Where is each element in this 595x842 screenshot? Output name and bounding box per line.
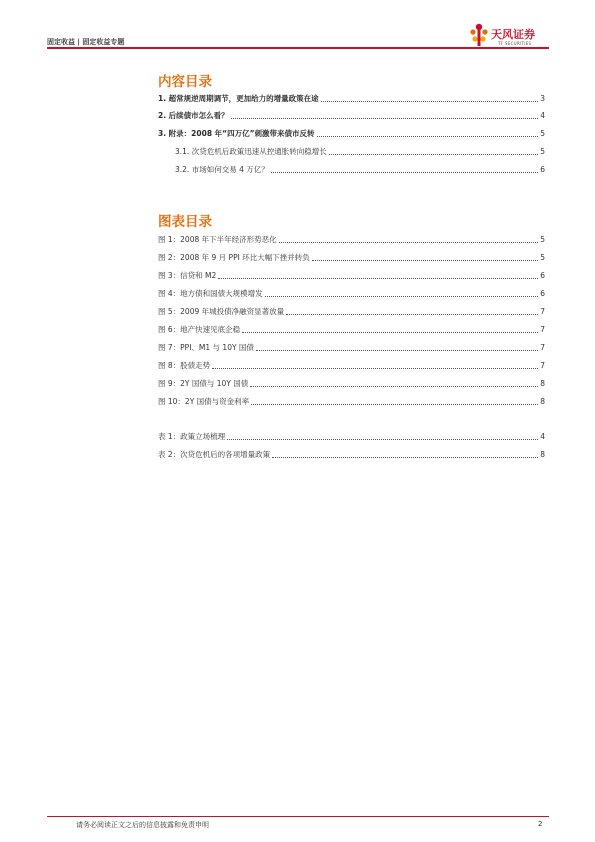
dot-leader	[272, 456, 538, 458]
dot-leader	[227, 438, 538, 440]
figure-item-page: 8	[540, 397, 545, 406]
toc-list	[158, 92, 545, 182]
figure-item-text: 图 10：2Y 国债与资金利率	[158, 397, 250, 406]
figure-item-page: 8	[540, 379, 545, 388]
figure-item[interactable]	[158, 395, 545, 407]
toc-item-page: 6	[540, 165, 545, 174]
figure-item[interactable]	[158, 233, 545, 245]
figure-item[interactable]	[158, 305, 545, 317]
figure-item[interactable]	[158, 269, 545, 281]
dot-leader	[256, 349, 538, 351]
figure-item[interactable]	[158, 359, 545, 371]
footer-divider	[47, 816, 549, 817]
dot-leader	[242, 331, 538, 333]
dot-leader	[271, 171, 538, 173]
toc-item-page: 4	[540, 111, 545, 120]
figure-item-text: 图 4：地方债和国债大规模增发	[158, 289, 263, 298]
figure-item-text: 图 7：PPI、M1 与 10Y 国债	[158, 343, 254, 352]
toc-item-text: 2. 后续债市怎么看？	[158, 111, 229, 120]
figures-title: 图表目录	[158, 214, 212, 230]
toc-item-text: 3.1. 次贷危机后政策迅速从控通胀转向稳增长	[175, 147, 327, 156]
footer-disclaimer: 请务必阅读正文之后的信息披露和免责申明	[76, 821, 209, 829]
logo-text: 天风证券	[491, 28, 535, 41]
toc-item[interactable]	[158, 145, 545, 157]
figure-item[interactable]	[158, 251, 545, 263]
figure-item-text: 图 3：信贷和 M2	[158, 271, 217, 280]
figures-list	[158, 233, 545, 463]
dot-leader	[265, 295, 539, 297]
table-item-text: 表 1：政策立场梳理	[158, 432, 226, 441]
figure-item-text: 图 2：2008 年 9 月 PPI 环比大幅下挫并转负	[158, 253, 310, 262]
figure-item-page: 6	[540, 289, 545, 298]
figure-item-page: 6	[540, 271, 545, 280]
toc-item-text: 3. 附录：2008 年“四万亿”刺激带来债市反转	[158, 129, 315, 138]
header-category: 固定收益 | 固定收益专题	[47, 38, 125, 46]
figure-item-text: 图 5：2009 年城投债净融资显著放量	[158, 307, 285, 316]
figure-item[interactable]	[158, 341, 545, 353]
dot-leader	[218, 277, 538, 279]
dot-leader	[286, 313, 538, 315]
toc-item-page: 5	[540, 147, 545, 156]
figure-item-text: 图 8：股债走势	[158, 361, 211, 370]
company-logo	[468, 22, 558, 48]
table-item[interactable]	[158, 448, 545, 460]
figure-item[interactable]	[158, 377, 545, 389]
dot-leader	[321, 100, 539, 102]
dot-leader	[329, 153, 539, 155]
toc-item[interactable]	[158, 163, 545, 175]
toc-item-page: 3	[540, 94, 545, 103]
figure-item-text: 图 6：地产快速见底企稳	[158, 325, 241, 334]
table-item-page: 4	[540, 432, 545, 441]
toc-item[interactable]	[158, 92, 545, 104]
figure-item-text: 图 9：2Y 国债与 10Y 国债	[158, 379, 249, 388]
toc-item[interactable]	[158, 109, 545, 121]
figure-item-page: 7	[540, 343, 545, 352]
figure-item[interactable]	[158, 287, 545, 299]
figure-item-page: 7	[540, 325, 545, 334]
dot-leader	[212, 367, 538, 369]
dot-leader	[312, 259, 539, 261]
header-divider	[47, 47, 549, 49]
toc-item-text: 3.2. 市场如何交易 4 万亿？	[175, 165, 269, 174]
table-item[interactable]	[158, 430, 545, 442]
dot-leader	[317, 135, 539, 137]
page-number: 2	[538, 820, 543, 828]
logo-mark-icon	[468, 22, 490, 48]
figure-item-page: 5	[540, 235, 545, 244]
figure-item-text: 图 1：2008 年下半年经济形势恶化	[158, 235, 277, 244]
toc-title: 内容目录	[158, 74, 212, 90]
table-item-page: 8	[540, 450, 545, 459]
figure-item-page: 7	[540, 361, 545, 370]
dot-leader	[250, 385, 538, 387]
figure-item[interactable]	[158, 323, 545, 335]
dot-leader	[231, 117, 539, 119]
toc-item[interactable]	[158, 127, 545, 139]
logo-subtext: TF SECURITIES	[498, 41, 532, 46]
figure-item-page: 5	[540, 253, 545, 262]
toc-item-text: 1. 超常规逆周期调节，更加给力的增量政策在途	[158, 94, 319, 103]
toc-item-page: 5	[540, 129, 545, 138]
figure-item-page: 7	[540, 307, 545, 316]
table-item-text: 表 2：次贷危机后的各项增量政策	[158, 450, 271, 459]
dot-leader	[251, 403, 538, 405]
dot-leader	[279, 241, 539, 243]
